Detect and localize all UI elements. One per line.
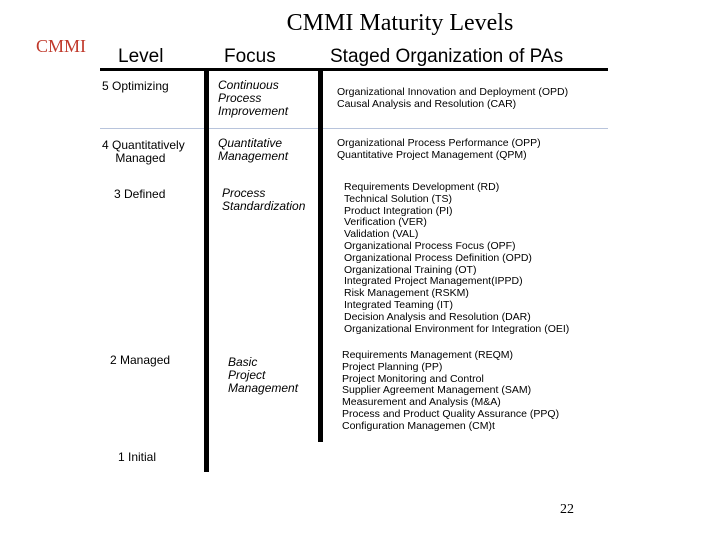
level-5-label: 5 Optimizing <box>102 79 169 93</box>
pas-5-list: Organizational Innovation and Deployment (OPD) Causal Analysis and Resolution (CAR) <box>337 86 569 110</box>
cmmi-logo-text: CMMI <box>36 36 87 56</box>
header-level: Level <box>118 46 164 67</box>
column-divider-right <box>318 70 323 442</box>
focus-2-label: Basic Project Management <box>228 355 299 395</box>
focus-3-label: Process Standardization <box>222 186 306 213</box>
focus-4-label: Quantitative Management <box>218 136 289 163</box>
slide-title: CMMI Maturity Levels <box>286 10 514 36</box>
level-2-label: 2 Managed <box>110 353 171 367</box>
page-number: 22 <box>560 502 574 517</box>
pas-4-list: Organizational Process Performance (OPP) Quantitative Project Management (QPM) <box>337 137 541 161</box>
level-4-label: 4 Quantitatively Managed <box>102 138 185 165</box>
header-rule <box>100 68 608 71</box>
column-divider-left <box>204 70 209 472</box>
level-1-label: 1 Initial <box>118 450 157 464</box>
header-focus: Focus <box>224 46 276 67</box>
pas-2-list: Requirements Management (REQM) Project Planning (PP) Project Monitoring and Control Supplier Agreement Management (SAM) Measurement and Analysis (M&A) Process and Product Quality Assurance (PPQ) Configuration Managemen (CM)t <box>342 349 560 432</box>
header-staged-pas: Staged Organization of PAs <box>330 46 564 67</box>
pas-3-list: Requirements Development (RD) Technical Solution (TS) Product Integration (PI) Verification (VER) Validation (VAL) Organizational Process Focus (OPF) Organizational Process Definition (OPD) Organizational Training (OT) Integrated Project Management(IPPD) Risk Management (RSKM) Integrated Teaming (IT) Decision Analysis and Resolution (DAR) Organizational Environment for Integration (OEI) <box>344 181 570 335</box>
focus-5-label: Continuous Process Improvement <box>218 78 289 118</box>
level-3-label: 3 Defined <box>114 187 166 201</box>
row-divider-1 <box>100 128 608 129</box>
